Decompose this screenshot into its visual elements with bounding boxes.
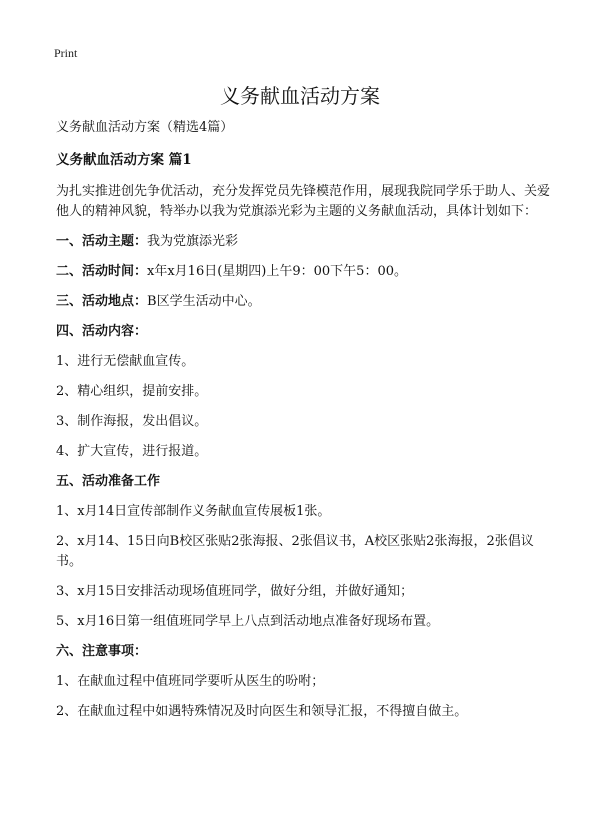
page-title: 义务献血活动方案 [220, 84, 380, 108]
section-heading: 义务献血活动方案 篇1 [56, 152, 192, 168]
content-item: 4、扩大宣传，进行报道。 [56, 444, 208, 459]
content-item: 3、制作海报，发出倡议。 [56, 414, 208, 429]
activity-theme-label: 一、活动主题： [56, 234, 148, 249]
notes-heading: 六、注意事项： [56, 644, 148, 659]
activity-place-label: 三、活动地点： [56, 294, 148, 309]
activity-time-value: x年x月16日(星期四)上午9：00下午5：00。 [147, 264, 407, 279]
document-subtitle: 义务献血活动方案（精选4篇） [56, 120, 234, 135]
prep-heading: 五、活动准备工作 [56, 474, 161, 489]
prep-item: 5、x月16日第一组值班同学早上八点到活动地点准备好现场布置。 [56, 614, 440, 629]
notes-item: 1、在献血过程中值班同学要听从医生的吩咐； [56, 674, 325, 689]
content-item: 1、进行无偿献血宣传。 [56, 354, 195, 369]
prep-item: 2、x月14、15日向B校区张贴2张海报、2张倡议书，A校区张贴2张海报，2张倡议书。 [56, 534, 534, 569]
activity-theme [56, 232, 556, 252]
notes-item: 2、在献血过程中如遇特殊情况及时向医生和领导汇报，不得擅自做主。 [56, 704, 468, 719]
print-label: Print [54, 46, 78, 60]
activity-time-label: 二、活动时间： [56, 264, 148, 279]
content-heading: 四、活动内容： [56, 324, 148, 339]
activity-theme-value: 我为党旗添光彩 [147, 234, 239, 249]
activity-time [56, 262, 556, 282]
document-body [56, 118, 556, 732]
activity-place-value: B区学生活动中心。 [147, 294, 261, 309]
activity-place [56, 292, 556, 312]
prep-item: 3、x月15日安排活动现场值班同学，做好分组，并做好通知； [56, 584, 414, 599]
content-item: 2、精心组织，提前安排。 [56, 384, 208, 399]
prep-item: 1、x月14日宣传部制作义务献血宣传展板1张。 [56, 504, 331, 519]
intro-paragraph: 为扎实推进创先争优活动，充分发挥党员先锋模范作用，展现我院同学乐于助人、关爱他人的精神风貌，特举办以我为党旗添光彩为主题的义务献血活动，具体计划如下： [56, 184, 551, 219]
